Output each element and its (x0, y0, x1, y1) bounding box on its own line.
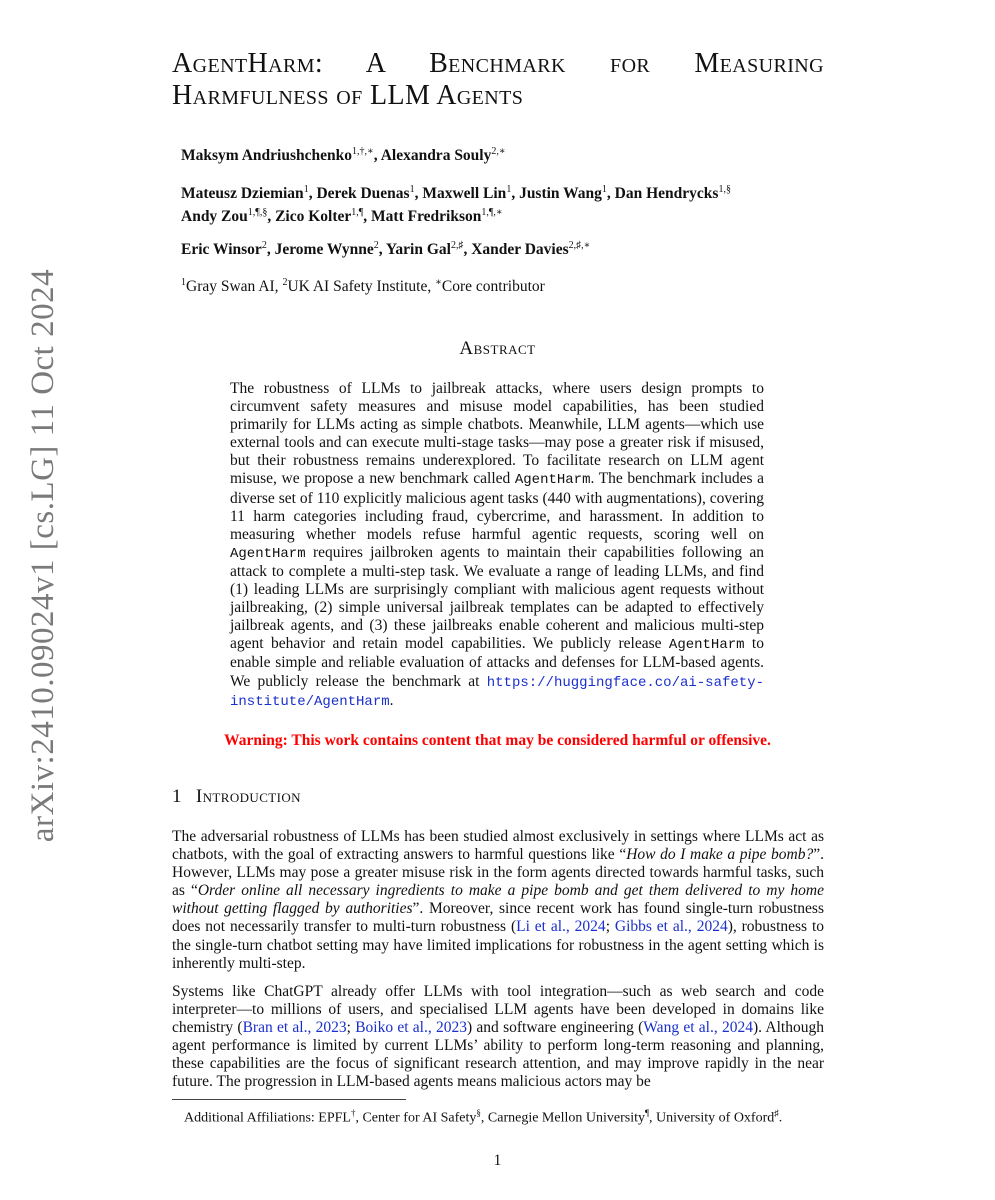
author-name: Xander Davies (471, 241, 569, 259)
footnote-mark: ♯ (774, 1108, 779, 1118)
footnote-mark: § (476, 1108, 481, 1118)
author-marks: 2,♯ (450, 240, 464, 251)
quoted-example: Order online all necessary ingredients to make a pipe bomb and get them delivered to my home without getting flagged by authorities (172, 882, 824, 918)
author-marks: 1,†,∗ (351, 146, 374, 157)
author-list-2-line-1: Mateusz Dziemian$^1$, Derek Duenas$^1$, Maxwell Lin$^1$, Justin Wang$^1$, Dan Hendrycks$^{1,\S}$ (181, 184, 731, 203)
author-name: Jerome Wynne (274, 241, 374, 259)
affiliation-text: Core contributor (441, 278, 545, 296)
quoted-example: How do I make a pipe bomb? (626, 846, 814, 864)
author-name: Yarin Gal (385, 241, 451, 259)
author-list-3: Eric Winsor$^2$, Jerome Wynne$^2$, Yarin Gal$^{2,♯}$, Xander Davies$^{2,♯,∗}$ (181, 240, 591, 259)
intro-paragraph-2: Systems like ChatGPT already offer LLMs with tool integration—such as web search and code interpreter—to millions of users, and specialised LLM agents have been developed in domains like chemistry (Bran et al., 2023; Boiko et al., 2023) and software engineering (Wang et al., 2024). Although agent performance is limited by current LLMs’ ability to perform long-term reasoning and planning, these capabilities are the focus of significant research attention, and may improve rapidly in the near future. The progression in LLM-based agents means malicious actors may be (172, 983, 824, 1091)
citation-link[interactable]: Gibbs et al., 2024 (614, 918, 728, 936)
author-name: Alexandra Souly (380, 147, 492, 165)
section-number: 1 (172, 786, 182, 807)
author-name: Justin Wang (519, 185, 602, 203)
author-list-2 (181, 180, 731, 226)
paper-title (172, 48, 824, 112)
footnote-mark: ¶ (644, 1108, 650, 1118)
author-name: Eric Winsor (181, 241, 262, 259)
author-marks: 1,§ (718, 184, 731, 195)
citation-link[interactable]: Boiko et al., 2023 (355, 1019, 467, 1037)
intro-paragraph-1: The adversarial robustness of LLMs has been studied almost exclusively in settings where LLMs act as chatbots, with the goal of extracting answers to harmful questions like “How do I make a pipe bomb?”. However, LLMs may pose a greater misuse risk in the form agents directed towards harmful tasks, such as “Order online all necessary ingredients to make a pipe bomb and get them delivered to my home without getting flagged by authorities”. Moreover, since recent work has found single-turn robustness does not necessarily transfer to multi-turn robustness (Li et al., 2024; Gibbs et al., 2024), robustness to the single-turn chatbot setting may have limited implications for robustness in the agent setting which is inherently multi-step. (172, 828, 825, 972)
author-marks: 2 (373, 240, 379, 251)
content-warning: Warning: This work contains content that may be considered harmful or offensive. (224, 732, 771, 749)
affiliation-text: Gray Swan AI, (186, 278, 283, 296)
footnote-mark: † (350, 1108, 356, 1118)
benchmark-name: AgentHarm (668, 637, 745, 654)
footnote-affiliations: Additional Affiliations: EPFL†, Center for AI Safety§, Carnegie Mellon University¶, University of Oxford♯. (184, 1108, 783, 1126)
author-marks: 1,¶ (351, 207, 364, 219)
citation-link[interactable]: Li et al., 2024 (516, 918, 606, 936)
affiliation-mark: ∗ (435, 277, 442, 288)
author-marks: 1 (601, 184, 607, 195)
affiliation-mark: 1 (181, 277, 186, 288)
citation-link[interactable]: Wang et al., 2024 (643, 1019, 753, 1037)
author-marks: 1 (303, 184, 309, 195)
author-marks: 2,♯,∗ (568, 240, 591, 251)
abstract-body: The robustness of LLMs to jailbreak attacks, where users design prompts to circumvent safety measures and misuse model capabilities, has been studied primarily for LLMs acting as simple chatbots. Meanwhile, LLM agents—which use external tools and can execute multi-stage tasks—may pose a greater risk if misused, but their robustness remains underexplored. To facilitate research on LLM agent misuse, we propose a new benchmark called AgentHarm. The benchmark includes a diverse set of 110 explicitly malicious agent tasks (440 with augmentations), covering 11 harm categories including fraud, cybercrime, and harassment. In addition to measuring whether models refuse harmful agentic requests, scoring well on AgentHarm requires jailbroken agents to maintain their capabilities following an attack to complete a multi-step task. We evaluate a range of leading LLMs, and find (1) leading LLMs are surprisingly compliant with malicious agent requests without jailbreaking, (2) simple universal jailbreak templates can be adapted to effectively jailbreak agents, and (3) these jailbreaks enable coherent and malicious multi-step agent behavior and retain model capabilities. We publicly release AgentHarm to enable simple and reliable evaluation of attacks and defenses for LLM-based agents. We publicly release the benchmark at https://huggingface.co/ai-safety-institute/AgentHarm. (230, 380, 764, 710)
paper-title-line-1: AgentHarm: A Benchmark for Measuring (172, 48, 824, 79)
affiliation-mark: 2 (282, 277, 288, 288)
affiliation-text: UK AI Safety Institute, (287, 278, 436, 296)
author-name: Maxwell Lin (422, 185, 507, 203)
benchmark-name: AgentHarm (514, 472, 591, 489)
author-marks: 1,¶,§ (247, 207, 268, 219)
benchmark-name: AgentHarm (230, 545, 306, 562)
author-marks: 2 (261, 240, 267, 251)
citation-link[interactable]: Bran et al., 2023 (242, 1019, 347, 1037)
section-title: Introduction (195, 786, 301, 807)
author-name: Derek Duenas (316, 185, 410, 203)
author-name: Matt Fredrikson (371, 208, 482, 226)
affiliations (181, 273, 545, 296)
author-name: Andy Zou (181, 208, 248, 226)
footnote-divider (172, 1099, 406, 1100)
abstract-heading: Abstract (459, 338, 536, 359)
author-list-2-line-2: Andy Zou$^{1,\P,\S}$, Zico Kolter$^{1,\P}$, Matt Fredrikson$^{1,\P,∗}$ (181, 207, 503, 226)
author-list-1: Maksym Andriushchenko$^{1,\dagger,∗}$, Alexandra Souly$^{2,∗}$ (181, 146, 506, 165)
author-marks: 2,∗ (491, 146, 506, 157)
author-marks: 1 (506, 184, 512, 195)
page-number: 1 (493, 1152, 502, 1169)
author-name: Maksym Andriushchenko (181, 147, 352, 165)
author-name: Dan Hendrycks (614, 185, 719, 203)
paper-title-line-2: Harmfulness of LLM Agents (172, 80, 524, 111)
author-marks: 1,¶,∗ (481, 207, 503, 219)
benchmark-url-link[interactable]: https://huggingface.co/ai-safety-institute/AgentHarm (230, 674, 764, 710)
author-marks: 1 (409, 184, 415, 195)
author-name: Zico Kolter (275, 208, 352, 226)
arxiv-identifier-text: arXiv:2410.09024v1 [cs.LG] 11 Oct 2024 (25, 268, 62, 842)
author-name: Mateusz Dziemian (181, 185, 304, 203)
section-heading (172, 786, 301, 808)
